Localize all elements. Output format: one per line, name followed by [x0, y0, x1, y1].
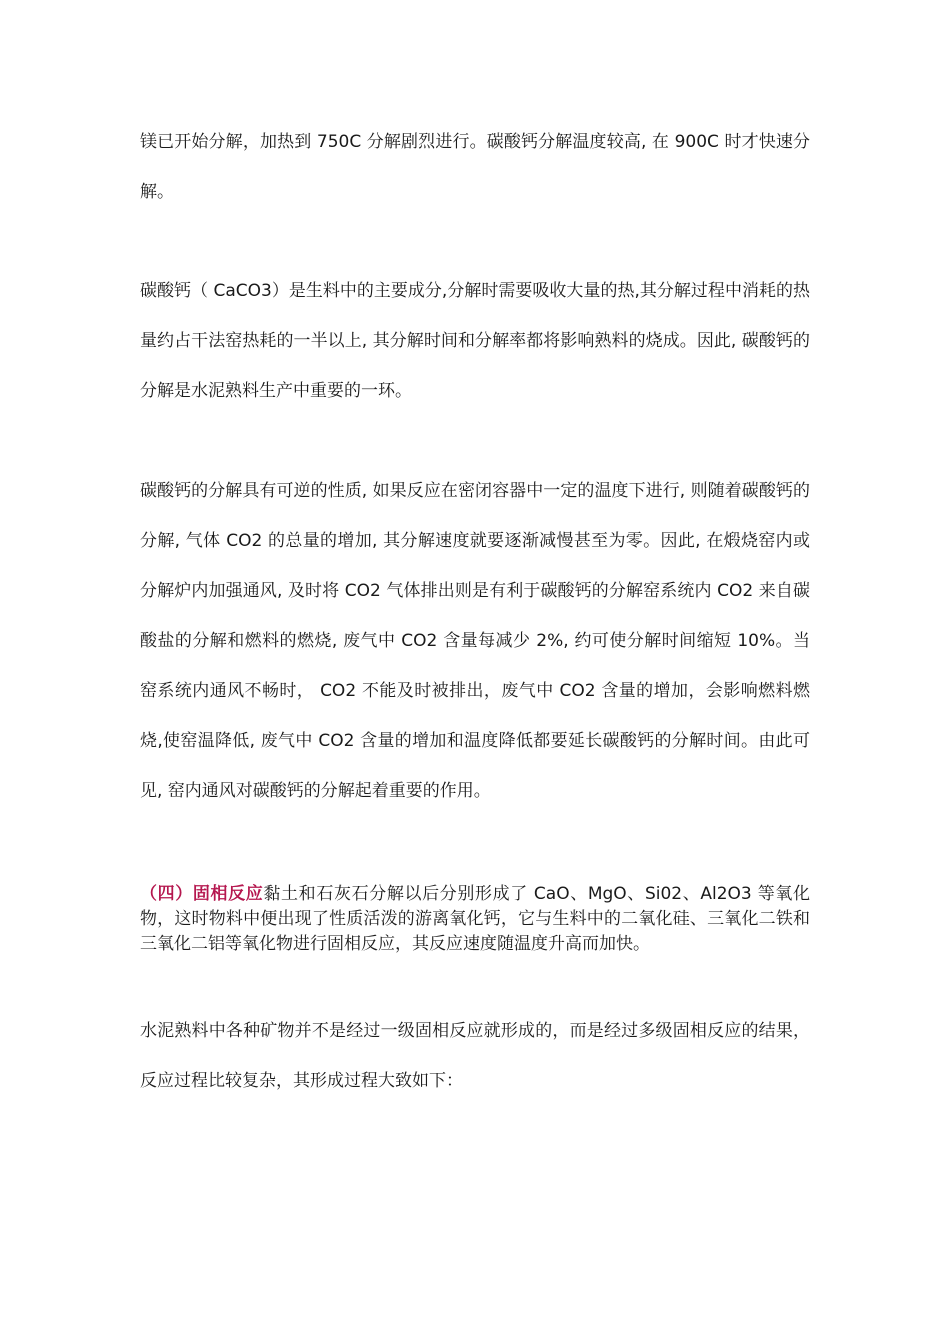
paragraph-reversible-decomposition: 碳酸钙的分解具有可逆的性质, 如果反应在密闭容器中一定的温度下进行, 则随着碳酸钙的分解, 气体 CO2 的总量的增加, 其分解速度就要逐渐减慢甚至为零。因此, 在煅烧窑内或分解炉内加强通风, 及时将 CO2 气体排出则是有利于碳酸钙的分解窑系统内 CO2 来自碳酸盐的分解和燃料的燃烧, 废气中 CO2 含量每减少 2%, 约可使分解时间缩短 10%。当窑系统内通风不畅时， CO2 不能及时被排出，废气中 CO2 含量的增加，会影响燃料燃烧,使窑温降低, 废气中 CO2 含量的增加和温度降低都要延长碳酸钙的分解时间。由此可见, 窑内通风对碳酸钙的分解起着重要的作用。 — [140, 481, 810, 801]
paragraph-multistage-reaction: 水泥熟料中各种矿物并不是经过一级固相反应就形成的，而是经过多级固相反应的结果，反应过程比较复杂，其形成过程大致如下： — [140, 1021, 810, 1091]
section-body: 黏土和石灰石分解以后分别形成了 CaO、MgO、Si02、Al2O3 等氧化物，这时物料中便出现了性质活泼的游离氧化钙，它与生料中的二氧化硅、三氧化二铁和三氧化二铝等氧化物进行固相反应，其反应速度随温度升高而加快。 — [140, 884, 811, 954]
paragraph-decomposition-temperature: 镁已开始分解，加热到 750C 分解剧烈进行。碳酸钙分解温度较高, 在 900C 时才快速分解。 — [140, 132, 810, 202]
paragraph-calcium-carbonate: 碳酸钙（ CaCO3）是生料中的主要成分,分解时需要吸收大量的热,其分解过程中消耗的热量约占干法窑热耗的一半以上, 其分解时间和分解率都将影响熟料的烧成。因此, 碳酸钙的分解是水泥熟料生产中重要的一环。 — [140, 281, 810, 401]
section-heading: （四）固相反应 — [140, 884, 264, 904]
paragraph-solid-phase-reaction — [140, 882, 810, 957]
